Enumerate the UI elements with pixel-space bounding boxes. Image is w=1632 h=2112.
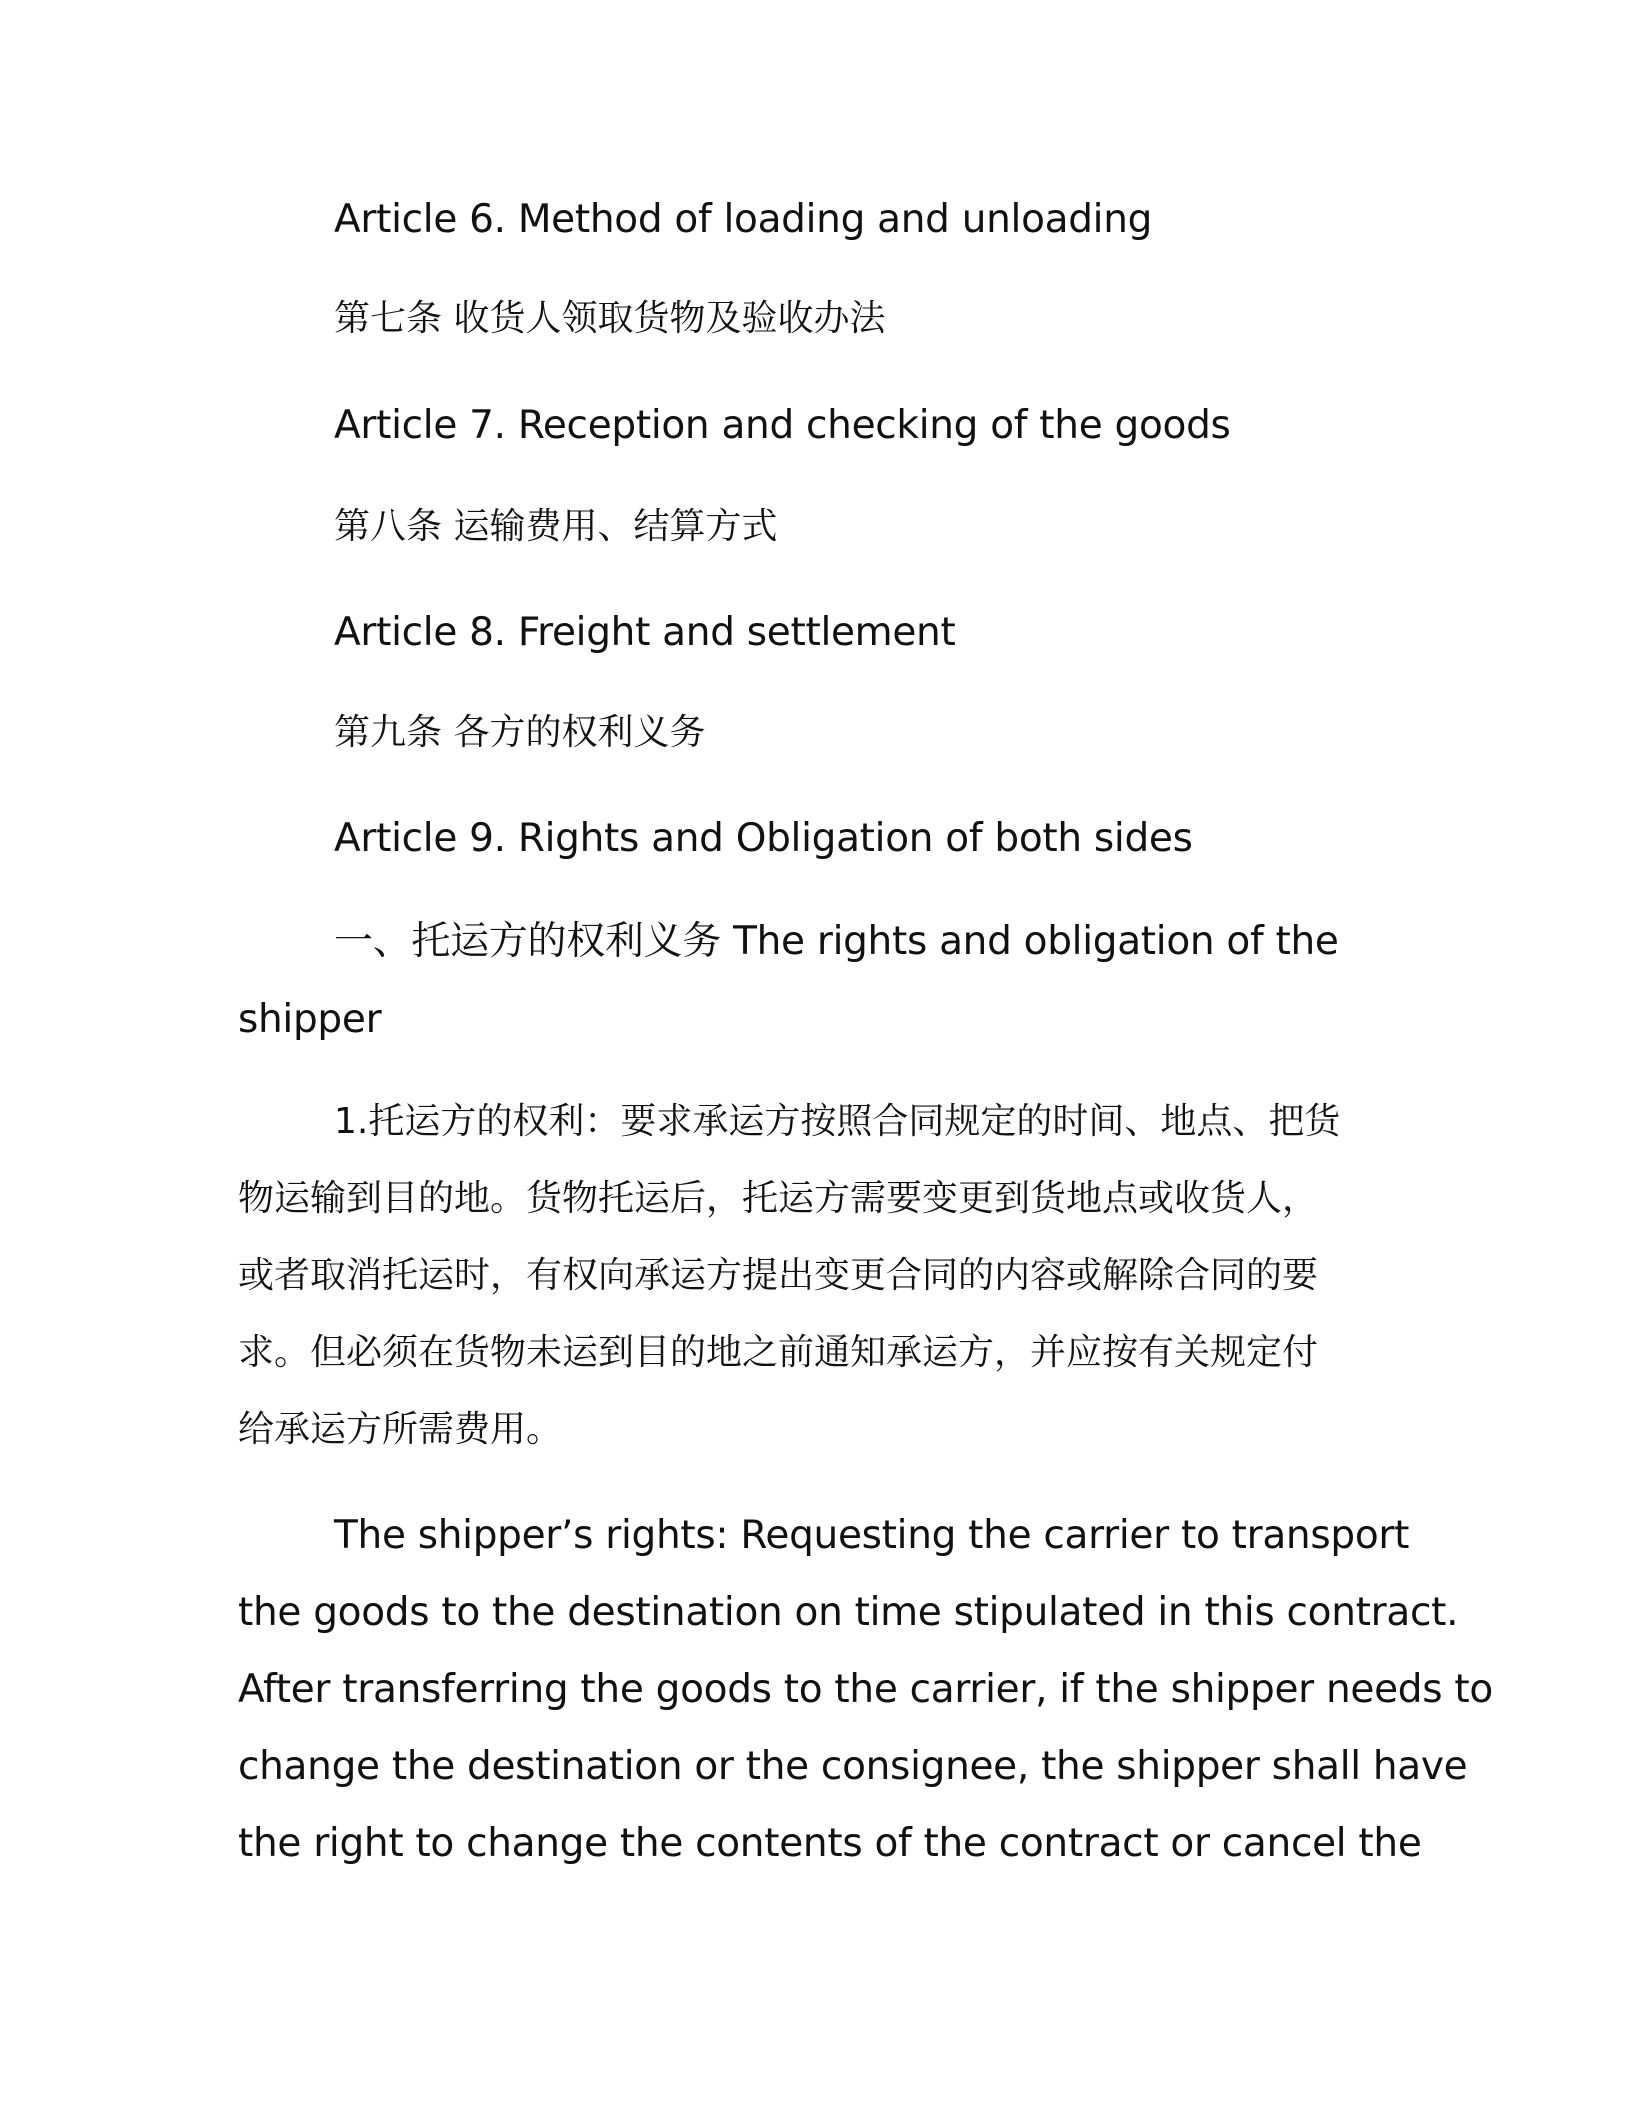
section-1-heading: 一、托运方的权利义务 The rights and obligation of the <box>334 919 1339 964</box>
article-9-heading-en: Article 9. Rights and Obligation of both sides <box>334 816 1193 861</box>
article-8-heading-en: Article 8. Freight and settlement <box>334 610 956 655</box>
clause-1-cn-line-3: 或者取消托运时，有权向承运方提出变更合同的内容或解除合同的要 <box>238 1255 1319 1296</box>
clause-1-en-line-2: the goods to the destination on time stipulated in this contract. <box>238 1590 1459 1635</box>
clause-1-en-line-5: the right to change the contents of the contract or cancel the <box>238 1821 1422 1866</box>
article-6-heading-en: Article 6. Method of loading and unloading <box>334 197 1153 242</box>
article-8-heading-cn: 第八条 运输费用、结算方式 <box>334 506 778 547</box>
section-1-heading-continued: shipper <box>238 997 382 1042</box>
article-7-heading-en: Article 7. Reception and checking of the goods <box>334 403 1231 448</box>
clause-1-cn-line-1: 1.托运方的权利：要求承运方按照合同规定的时间、地点、把货 <box>334 1101 1341 1142</box>
article-9-heading-cn: 第九条 各方的权利义务 <box>334 712 706 753</box>
clause-1-cn-line-5: 给承运方所需费用。 <box>238 1409 563 1450</box>
clause-1-cn-line-4: 求。但必须在货物未运到目的地之前通知承运方，并应按有关规定付 <box>238 1332 1319 1373</box>
clause-1-en-line-1: The shipper’s rights: Requesting the carrier to transport <box>334 1513 1410 1558</box>
clause-1-en-line-4: change the destination or the consignee, the shipper shall have <box>238 1744 1468 1789</box>
clause-1-en-line-3: After transferring the goods to the carrier, if the shipper needs to <box>238 1667 1493 1712</box>
clause-1-cn-line-2: 物运输到目的地。货物托运后，托运方需要变更到货地点或收货人， <box>238 1178 1319 1219</box>
article-7-heading-cn: 第七条 收货人领取货物及验收办法 <box>334 298 886 339</box>
